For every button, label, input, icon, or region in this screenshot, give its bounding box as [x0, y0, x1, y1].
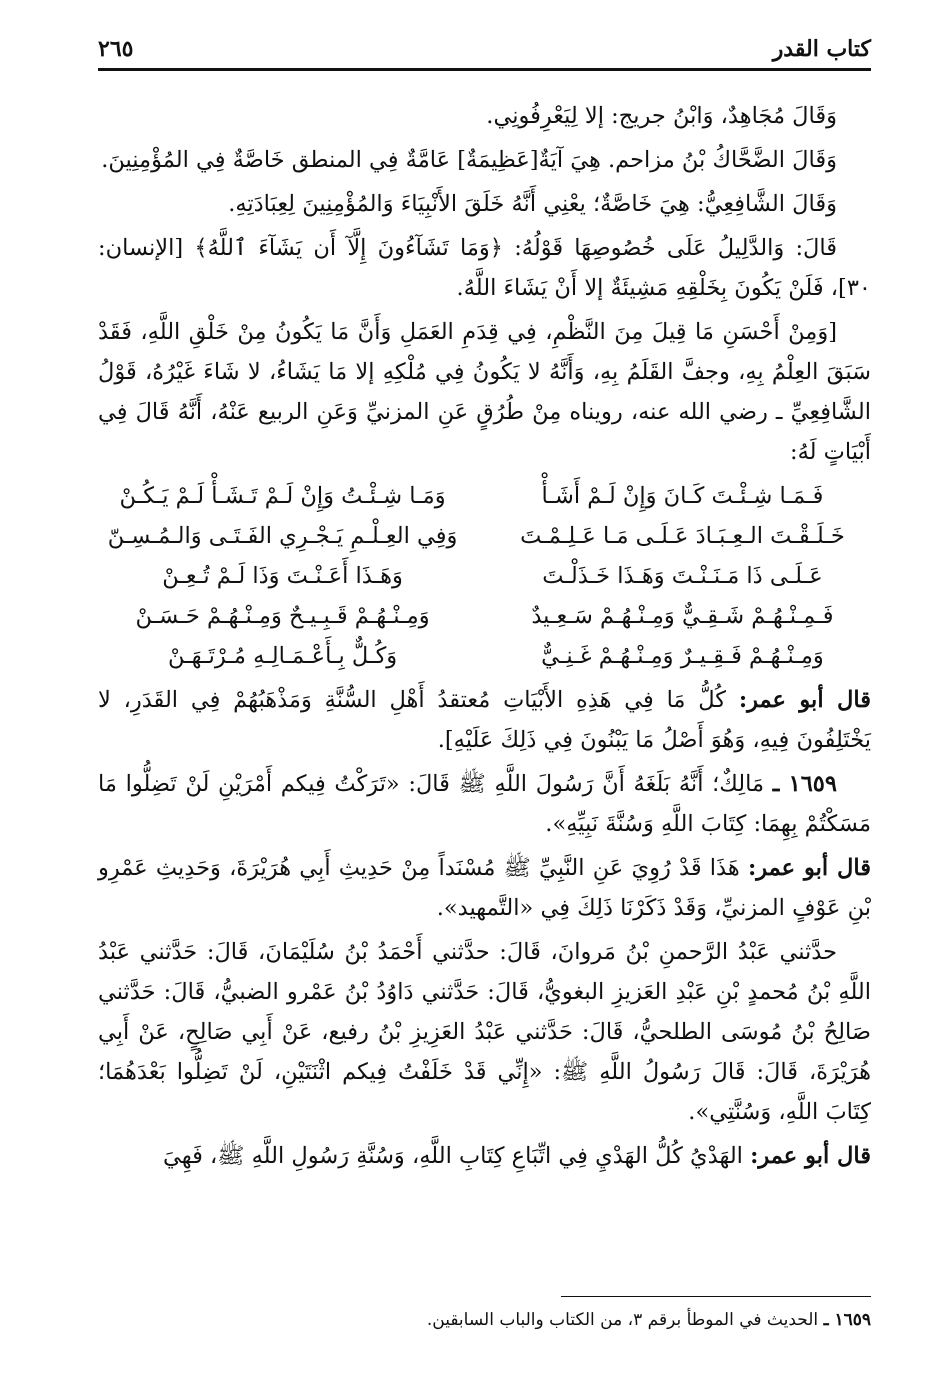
commentary-text: الهَدْيُ كُلُّ الهَدْيِ فِي اتِّبَاعِ كِتَابِ اللَّهِ، وَسُنَّةِ رَسُولِ اللَّهِ ﷺ، فَهِيَ: [162, 1143, 751, 1169]
paragraph-abu-umar-poem: [98, 680, 871, 760]
commentary-text: كُلُّ مَا فِي هَذِهِ الأَبْيَاتِ مُعتقدُ أَهْلِ السُّنَّةِ وَمَذْهَبُهُمْ فِي القَدَرِ، لا يَخْتَلِفُونَ فِيهِ، وَهُوَ أَصْلُ مَا يَبْنُونَ فِي ذَلِكَ عَلَيْهِ].: [98, 687, 871, 753]
verse-line: [98, 596, 871, 636]
main-text: [98, 96, 871, 1180]
paragraph-abu-umar-hady: [98, 1136, 871, 1176]
paragraph-mujahid: وَقَالَ مُجَاهِدٌ، وَابْنُ جريج: إلا لِيَعْرِفُونِي.: [486, 103, 837, 129]
footnote-text: الحديث في الموطأ برقم ٣، من الكتاب والباب السابقين.: [426, 1310, 824, 1330]
paragraph-isnad: حدَّثني عَبْدُ الرَّحمنِ بْنُ مَروانَ، قَالَ: حدَّثني أَحْمَدُ بْنُ سُلَيْمَانَ، قَالَ: حَدَّثني عَبْدُ اللَّهِ بْنُ مُحمدٍ بْنِ عَبْدِ العَزيزِ البغويُّ، قَالَ: حَدَّثني دَاوُدُ بْنُ عَمْرو الضبيُّ، قَالَ: حَدَّثني صَالِحُ بْنُ مُوسَى الطلحيُّ، قَالَ: حَدَّثني عَبْدُ العَزِيزِ بْنُ رفيع، عَنْ أَبِي صَالِحٍ، عَنْ أَبِي هُرَيْرَةَ، قَالَ: قَالَ رَسُولُ اللَّهِ ﷺ: «إِنِّي قَدْ خَلَفْتُ فِيكم اثْنَتَيْنِ، لَنْ تَضِلُّوا بَعْدَهُمَا؛ كِتَابَ اللَّهِ، وَسُنَّتِي».: [98, 939, 871, 1125]
verse-line: [98, 636, 871, 676]
running-header: [98, 24, 871, 71]
verse-second-hemistich: وَفِي العِـلْـمِ يَـجْـرِي الفَـتَـى وَالـمُـسِـنّ: [107, 523, 458, 549]
paragraph-dahhak: وَقَالَ الضَّحَّاكُ بْنُ مزاحم. هِيَ آيَةٌ[عَظِيمَةٌ] عَامَّةٌ فِي المنطق خَاصَّةٌ فِي المُؤْمِنِينَ.: [101, 147, 837, 173]
hadith-text: مَالِكٌ؛ أَنَّهُ بَلَغَهُ أَنَّ رَسُولَ اللَّهِ ﷺ قَالَ: «تَرَكْتُ فِيكم أَمْرَيْنِ لَنْ تَضِلُّوا مَا مَسَكْتُمْ بِهِمَا: كِتَابَ اللَّهِ وَسُنَّةَ نَبِيِّهِ».: [98, 771, 871, 837]
verse-line: [98, 476, 871, 516]
poem: [98, 476, 871, 676]
verse-line: [98, 556, 871, 596]
paragraph-shafii: وَقَالَ الشَّافِعِيُّ: هِيَ خَاصَّةٌ؛ يعْنِي أَنَّهُ خَلَقَ الأَنْبِيَاءَ وَالمُؤْمِنِينَ لِعِبَادَتِهِ.: [228, 191, 837, 217]
verse-second-hemistich: وَمِـنْـهُـمْ قَـبِـيـحٌ وَمِـنْـهُـمْ حَـسَـنْ: [135, 603, 430, 629]
footnote-separator: [561, 1296, 871, 1297]
verse-first-hemistich: خَـلَـقْـتَ الـعِـبَـادَ عَـلَـى مَـا عَـلِـمْـتَ: [520, 523, 845, 549]
footnote-number: ١٦٥٩ ـ: [823, 1310, 871, 1330]
page-number: ٢٦٥: [98, 36, 134, 62]
speaker-label: قال أبو عمر:: [750, 1143, 871, 1169]
verse-first-hemistich: عَـلَـى ذَا مَـنَـنْـتَ وَهَـذَا خَـذَلْـتَ: [542, 563, 823, 589]
paragraph-poem-intro: [وَمِنْ أَحْسَنِ مَا قِيلَ مِنَ النَّظْمِ، فِي قِدَمِ العَمَلِ وَأَنَّ مَا يَكُونُ مِنْ خَلْقِ اللَّهِ، فَقَدْ سَبَقَ العِلْمُ بِهِ، وجفَّ القَلَمُ بِهِ، وَأَنَّهُ لا يَكُونُ فِي مُلْكِهِ إلا مَا يَشَاءُ، لا شَاءَ غَيْرُهُ، قَوْلُ الشَّافِعِيِّ ـ رضي الله عنه، رويناه مِنْ طُرُقٍ عَنِ المزنيِّ وَعَنِ الربيع عَنْهُ، أَنَّهُ قَالَ فِي أَبْيَاتٍ لَهُ:: [98, 319, 871, 465]
commentary-text: هَذَا قَدْ رُوِيَ عَنِ النَّبِيِّ ﷺ مُسْنَداً مِنْ حَدِيثِ أَبِي هُرَيْرَةَ، وَحَدِيثِ عَمْرِو بْنِ عَوْفٍ المزنيِّ، وَقَدْ ذَكَرْنَا ذَلِكَ فِي «التَّمهيد».: [98, 855, 871, 921]
verse-first-hemistich: فَـمِـنْـهُـمْ شَـقِـيٌّ وَمِـنْـهُـمْ سَـعِـيدٌ: [531, 603, 834, 629]
verse-second-hemistich: وَكُـلٌّ بِـأَعْـمَـالِـهِ مُـرْتَـهَـنْ: [167, 643, 398, 669]
hadith-number: ١٦٥٩ ـ: [772, 771, 837, 797]
paragraph-abu-umar-musnad: [98, 848, 871, 928]
verse-line: [98, 516, 871, 556]
chapter-title: كتاب القدر: [772, 36, 871, 62]
footnote: [98, 1306, 871, 1334]
speaker-label: قال أبو عمر:: [738, 687, 871, 713]
verse-first-hemistich: وَمِـنْـهُـمْ فَـقِـيـرٌ وَمِـنْـهُـمْ غَـنِـيٌّ: [541, 643, 824, 669]
speaker-label: قال أبو عمر:: [747, 855, 871, 881]
verse-first-hemistich: فَـمَـا شِـئْـتَ كَـانَ وَإِنْ لَـمْ أَشَـأْ: [541, 483, 824, 509]
paragraph-hadith-1659: [98, 764, 871, 844]
paragraph-evidence: قَالَ: وَالدَّلِيلُ عَلَى خُصُوصِهَا قَوْلُهُ: ﴿وَمَا تَشَآءُونَ إِلَّآ أَن يَشَآءَ ٱللَّهُ﴾ [الإنسان: ٣٠]، فَلَنْ يَكُونَ بِخَلْقِهِ مَشِيئَةٌ إلا أَنْ يَشَاءَ اللَّهُ.: [98, 235, 871, 301]
verse-second-hemistich: وَهَـذَا أَعَـنْـتَ وَذَا لَـمْ تُـعِـنْ: [162, 563, 403, 589]
verse-second-hemistich: وَمَـا شِـئْـتُ وَإِنْ لَـمْ تَـشَـأْ لَـمْ يَـكُـنْ: [119, 483, 446, 509]
